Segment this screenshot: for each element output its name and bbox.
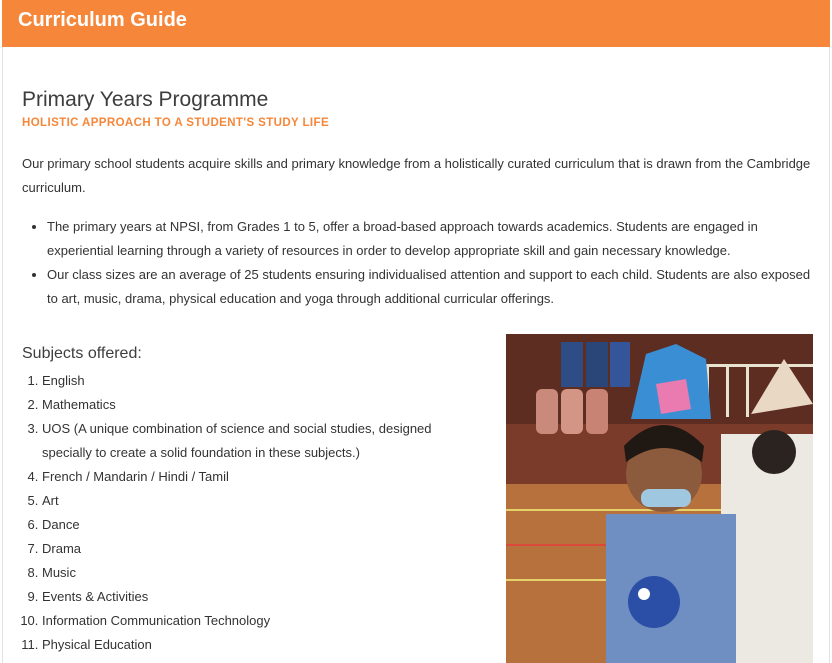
programme-bullets — [22, 215, 812, 311]
student-photo — [506, 334, 813, 663]
subject-item: 11. Physical Education — [42, 633, 462, 657]
subjects-list — [22, 369, 462, 657]
subject-item: 4. French / Mandarin / Hindi / Tamil — [42, 465, 462, 489]
subject-item: 1. English — [42, 369, 462, 393]
programme-title: Primary Years Programme — [22, 88, 269, 111]
subject-item: 2. Mathematics — [42, 393, 462, 417]
subject-item: 7. Drama — [42, 537, 462, 561]
page-title: Curriculum Guide — [18, 9, 187, 31]
subject-item: 3. UOS (A unique combination of science and social studies, designed specially to create a solid foundation in these subjects.) — [42, 417, 462, 465]
subject-item: 9. Events & Activities — [42, 585, 462, 609]
subject-item: 10. Information Communication Technology — [42, 609, 462, 633]
subject-item: 8. Music — [42, 561, 462, 585]
bullet-item: • The primary years at NPSI, from Grades 1 to 5, offer a broad-based approach towards academics. Students are engaged in experiential learning through a variety of resources in order to develop appropriate skill and gain necessary knowledge. — [47, 215, 812, 263]
bullet-item: • Our class sizes are an average of 25 students ensuring individualised attention and support to each child. Students are also exposed to art, music, drama, physical education and yoga through additional curricular offerings. — [47, 263, 812, 311]
programme-subtitle: HOLISTIC APPROACH TO A STUDENT'S STUDY LIFE — [22, 117, 330, 129]
header-bar — [2, 0, 830, 47]
intro-paragraph: Our primary school students acquire skills and primary knowledge from a holistically curated curriculum that is drawn from the Cambridge curriculum. — [22, 156, 811, 195]
subjects-heading: Subjects offered: — [22, 345, 142, 362]
subject-item: 5. Art — [42, 489, 462, 513]
subject-item: 6. Dance — [42, 513, 462, 537]
